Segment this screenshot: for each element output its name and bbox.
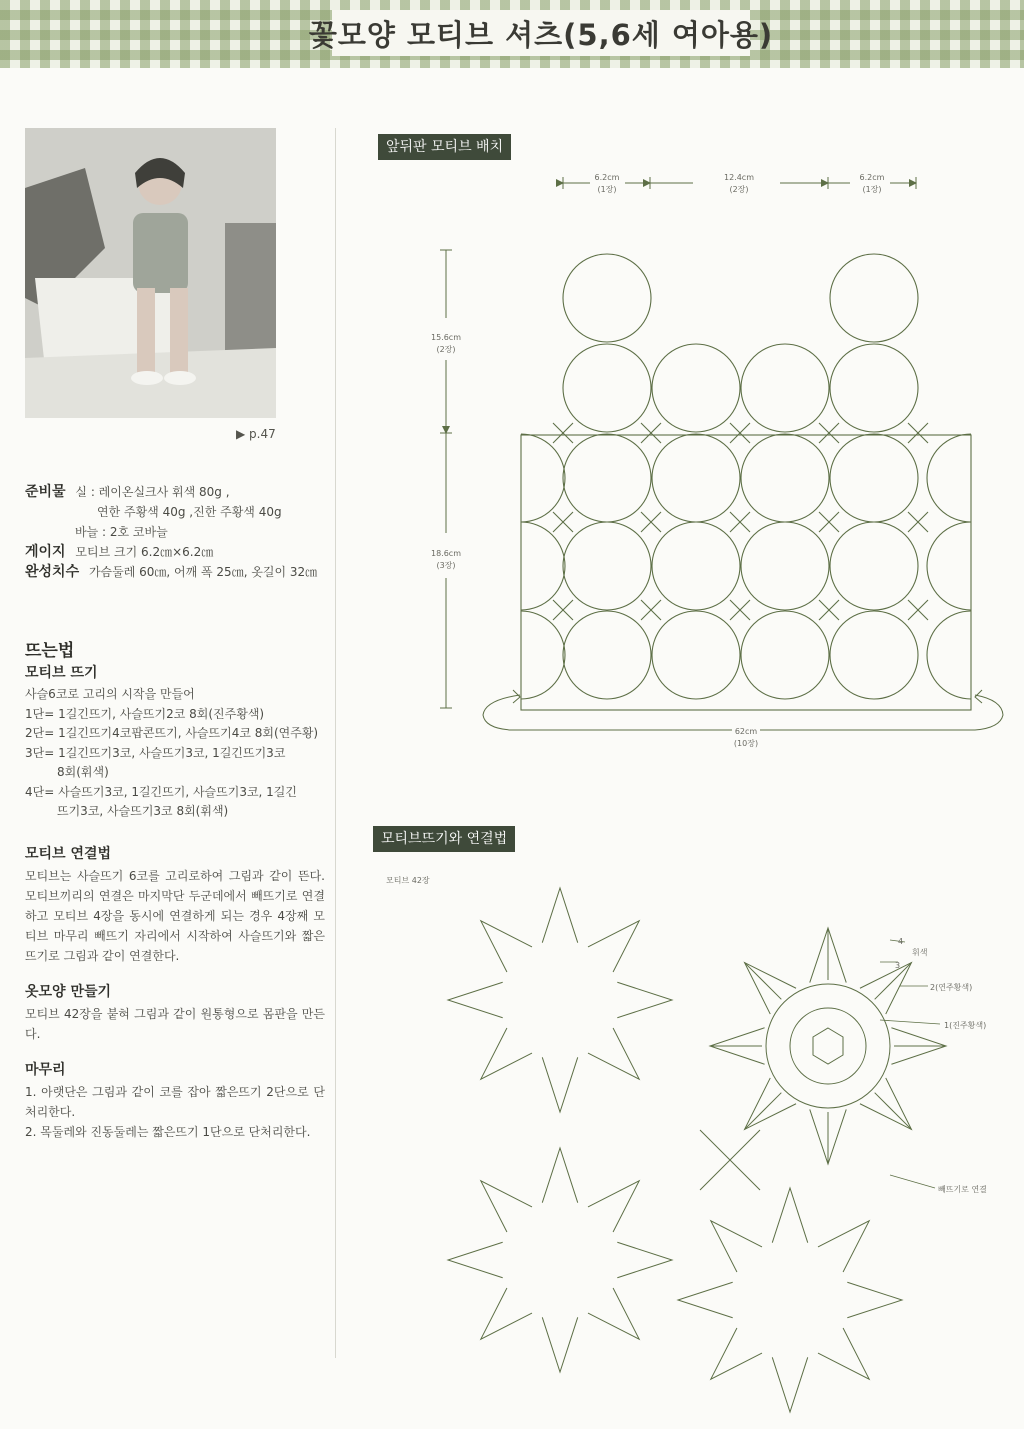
step-2: 2단= 1길긴뜨기4코팝콘뜨기, 사슬뜨기4코 8회(연주황) [25,726,319,740]
petal-stitch-line [875,963,912,1000]
step-3-cont: 8회(휘색) [57,765,109,779]
motif-circle [741,522,829,610]
motif-half-circle [521,522,565,610]
round-2-ring [766,984,890,1108]
dim-bottom-count: (10장) [733,739,759,748]
neighbor-petal [617,982,672,1017]
motif-circle [563,434,651,522]
neighbor-petal [711,1221,762,1272]
motif-circle [830,611,918,699]
neighbor-petal [588,921,639,972]
motif-half-circle [927,611,971,699]
dim-left-cm: 6.2cm [594,173,620,182]
neighbor-petal [542,1148,577,1203]
note-round1: 1(진주황색) [944,1021,987,1030]
connect-heading: 모티브 연결법 [25,846,112,862]
neighbor-petal [678,1282,733,1317]
neighbor-petal [481,921,532,972]
step-4-cont: 뜨기3코, 사슬뜨기3코 8회(휘색) [57,804,229,818]
step-3: 3단= 1길긴뜨기3코, 사슬뜨기3코, 1길긴뜨기3코 [25,745,286,760]
stitch-diagram-label: 모티브뜨기와 연결법 [373,826,515,852]
step-1: 1단= 1길긴뜨기, 사슬뜨기2코 8회(진주황색) [25,706,265,721]
chart-leader-lines [880,940,940,1188]
round-1-ring [790,1008,866,1084]
motif-circle [741,611,829,699]
shape-body: 모티브 42장을 붙혀 그림과 같이 원통형으로 몸판을 만든다. [25,1007,325,1041]
motif-circle [563,611,651,699]
neighbor-petal [448,982,503,1017]
size-text: 가슴둘레 60㎝, 어깨 폭 25㎝, 옷길이 32㎝ [88,565,318,579]
connect-body: 모티브는 사슬뜨기 6코를 고리로하여 그림과 같이 뜬다. 모티브끼리의 연결은 마지막단 두군데에서 빼뜨기로 연결하고 모티브 4장을 동시에 연결하게 되는 경우 4장째 모티브 마무리 빼뜨기 자리에서 시작하여 사슬뜨기와 짧은뜨기로 그림과 같이 연결한다. [25,869,325,963]
side-dimension-lines [440,250,452,708]
dim-bottom-cm: 62cm [734,727,758,736]
neighbor-petal [542,1317,577,1372]
howto-intro: 사슬6코로 고리의 시작을 만들어 [25,687,195,701]
dim-right-count: (1장) [862,185,882,194]
petal-stitch-line [745,963,782,1000]
dim-right-cm: 6.2cm [859,173,885,182]
neighbor-petal [481,1028,532,1079]
note-white: 휘색 [912,948,928,957]
petal-stitch-line [875,1093,912,1130]
neighbor-petal [711,1328,762,1379]
prep-line2: 연한 주황색 40g ,진한 주황색 40g [97,505,282,519]
motif-circle [652,434,740,522]
join-chain-cross [700,1130,760,1190]
dim-upper-cm: 15.6cm [430,333,462,342]
motif-count-note: 모티브 42장 [386,876,430,885]
neighbor-petal [617,1242,672,1277]
motif-circle [563,344,651,432]
note-join: 빼뜨기로 연결 [938,1185,987,1194]
neighbor-petal [481,1181,532,1232]
stitch-chart [448,888,946,1412]
neighbor-petal [588,1181,639,1232]
finish-item-1: 1. 아랫단은 그림과 같이 코를 잡아 짧은뜨기 2단으로 단처리한다. [25,1085,325,1119]
motif-circle [830,434,918,522]
motif-circle [652,611,740,699]
dim-left-count: (1장) [597,185,617,194]
motif-half-circle [927,522,971,610]
motif-heading: 모티브 뜨기 [25,664,98,681]
neighbor-petal [772,1188,807,1243]
neighbor-petal [818,1328,869,1379]
finish-item-2: 2. 목둘레와 진동둘레는 짧은뜨기 1단으로 단처리한다. [25,1125,311,1139]
motif-circle [830,522,918,610]
prep-line1: 실 : 레이온실크사 휘색 80g , [75,485,230,499]
motif-half-circle [521,434,565,522]
neighbor-petal [588,1028,639,1079]
layout-diagram-label: 앞뒤판 모티브 배치 [378,134,511,160]
dim-upper-count: (2장) [436,345,456,354]
gauge-text: 모티브 크기 6.2㎝×6.2㎝ [75,545,214,559]
neighbor-petal [542,1057,577,1112]
dim-mid-cm: 12.4cm [723,173,755,182]
motif-half-circle [927,434,971,522]
neighbor-petal [818,1221,869,1272]
motif-half-circle [521,611,565,699]
howto-title: 뜨는법 [25,641,75,661]
round-4-number: 4 [898,937,904,946]
prep-label: 준비물 [25,484,66,500]
neighbor-petal [847,1282,902,1317]
center-ring [813,1028,843,1064]
neighbor-petal [588,1288,639,1339]
motif-circle [830,254,918,342]
neighbor-petal [448,1242,503,1277]
neighbor-petal [481,1288,532,1339]
motif-grid [521,254,971,710]
motif-circle [652,522,740,610]
neighbor-petal [772,1357,807,1412]
note-round2: 2(연주황색) [930,983,973,992]
body-outline [521,435,971,710]
motif-circle [652,344,740,432]
photo-caption: ▶ p.47 [236,427,276,441]
gauge-label: 게이지 [25,544,66,560]
page-title: 꽃모양 모티브 셔츠(5,6세 여아용) [308,17,774,52]
shape-heading: 옷모양 만들기 [25,984,112,1000]
round-3-number: 3 [895,961,901,970]
step-4: 4단= 사슬뜨기3코, 1길긴뜨기, 사슬뜨기3코, 1길긴 [25,784,297,799]
dim-lower-count: (3장) [436,561,456,570]
petal-stitch-line [745,1093,782,1130]
dim-lower-cm: 18.6cm [430,549,462,558]
motif-circle [741,434,829,522]
motif-circle [563,254,651,342]
prep-line3: 바늘 : 2호 코바늘 [75,525,168,539]
finish-heading: 마무리 [25,1062,66,1078]
motif-circle [563,522,651,610]
neighbor-petal [542,888,577,943]
motif-circle [830,344,918,432]
motif-circle [741,344,829,432]
size-label: 완성치수 [25,564,80,580]
dim-mid-count: (2장) [729,185,749,194]
